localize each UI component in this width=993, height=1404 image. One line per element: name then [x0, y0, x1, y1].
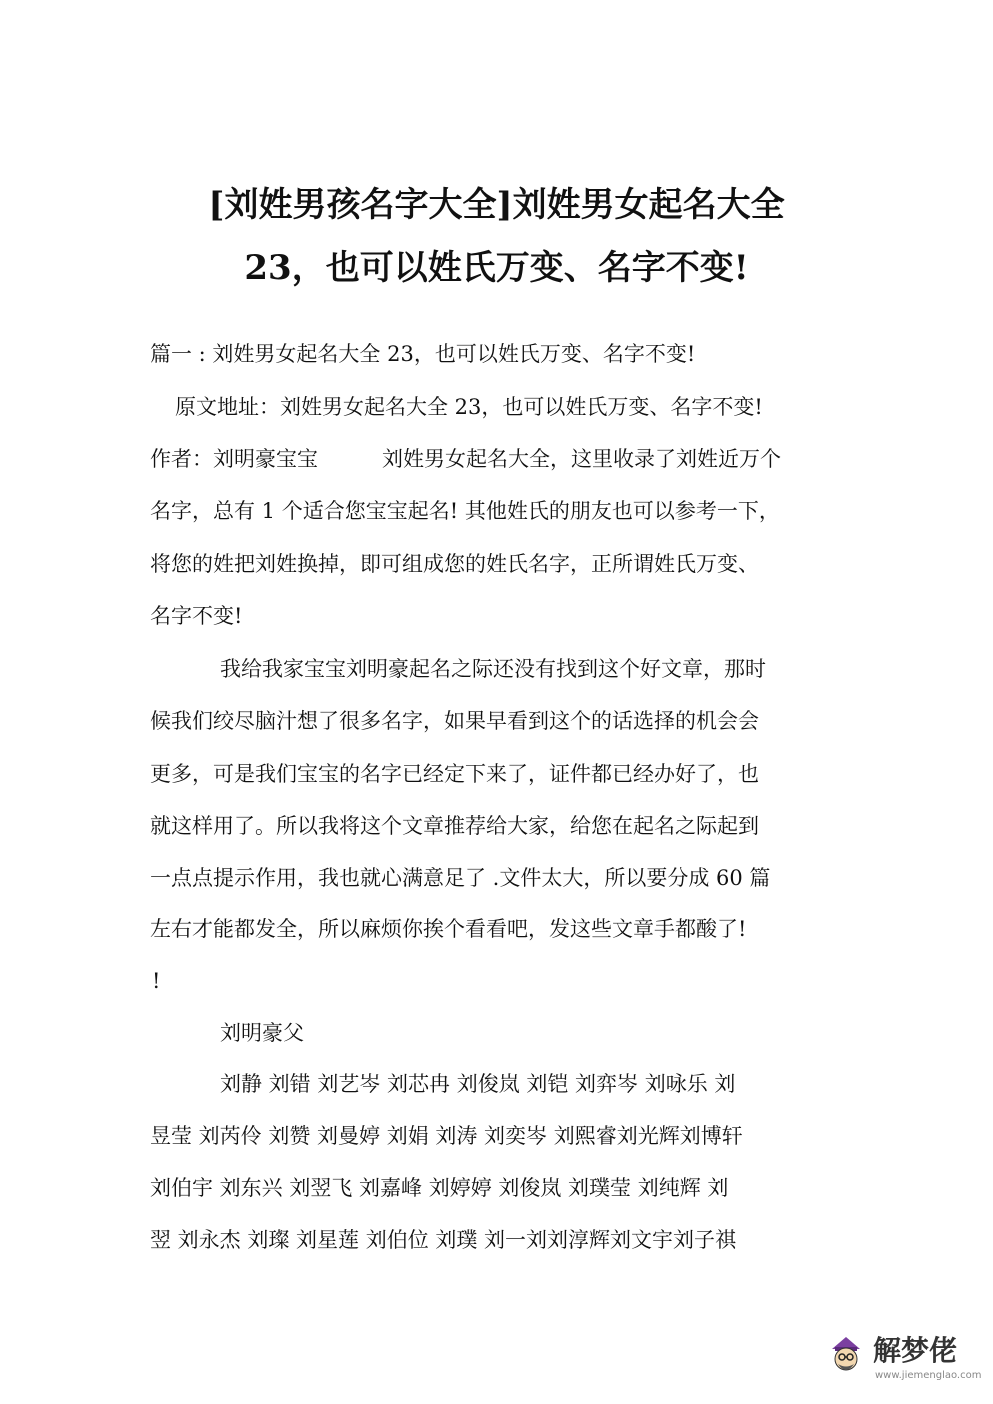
- intro-line-2: 原文地址：刘姓男女起名大全 23，也可以姓氏万变、名字不变!: [175, 395, 763, 419]
- names-line-3: 刘伯宇 刘东兴 刘翌飞 刘嘉峰 刘婷婷 刘俊岚 刘璞莹 刘纯辉 刘: [150, 1176, 729, 1200]
- paragraph-2-line-4: 就这样用了。所以我将这个文章推荐给大家，给您在起名之际起到: [150, 814, 759, 838]
- paragraph-2-line-3: 更多，可是我们宝宝的名字已经定下来了，证件都已经办好了，也: [150, 762, 759, 786]
- intro-line-1: 篇一 : 刘姓男女起名大全 23，也可以姓氏万变、名字不变!: [150, 342, 696, 366]
- document-title-line-1: [刘姓男孩名字大全]刘姓男女起名大全: [208, 185, 785, 225]
- author-label: 作者：刘明豪宝宝: [150, 447, 318, 471]
- intro-line-5: 将您的姓把刘姓换掉，即可组成您的姓氏名字，正所谓姓氏万变、: [150, 552, 759, 576]
- signature: 刘明豪父: [220, 1021, 304, 1045]
- names-line-1: 刘静 刘错 刘艺岑 刘芯冉 刘俊岚 刘铠 刘弈岑 刘咏乐 刘: [220, 1072, 736, 1096]
- paragraph-2-line-1: 我给我家宝宝刘明豪起名之际还没有找到这个好文章，那时: [220, 657, 766, 681]
- intro-line-3-text: 刘姓男女起名大全，这里收录了刘姓近万个: [382, 447, 781, 471]
- document-title-line-2: 23，也可以姓氏万变、名字不变!: [244, 248, 749, 288]
- names-line-2: 昱莹 刘芮伶 刘赞 刘曼婷 刘娟 刘涛 刘奕岑 刘熙睿刘光辉刘博轩: [150, 1124, 743, 1148]
- paragraph-2-line-7: !: [152, 969, 161, 993]
- paragraph-2-line-2: 候我们绞尽脑汁想了很多名字，如果早看到这个的话选择的机会会: [150, 709, 759, 733]
- intro-line-3: [150, 445, 781, 473]
- paragraph-2-line-5: 一点点提示作用，我也就心满意足了 .文件太大，所以要分成 60 篇: [150, 866, 771, 890]
- paragraph-2-line-6: 左右才能都发全，所以麻烦你挨个看看吧，发这些文章手都酸了!: [150, 917, 747, 941]
- watermark-logo: [823, 1330, 982, 1392]
- intro-line-6: 名字不变!: [150, 604, 243, 628]
- fortune-teller-icon: [823, 1332, 869, 1378]
- watermark-name: 解梦佬: [873, 1334, 958, 1367]
- watermark-url: www.jiemenglao.com: [875, 1370, 982, 1381]
- intro-line-4: 名字，总有 1 个适合您宝宝起名! 其他姓氏的朋友也可以参考一下，: [150, 499, 780, 523]
- names-line-4: 翌 刘永杰 刘璨 刘星莲 刘伯位 刘璞 刘一刘刘淳辉刘文宇刘子祺: [150, 1228, 737, 1252]
